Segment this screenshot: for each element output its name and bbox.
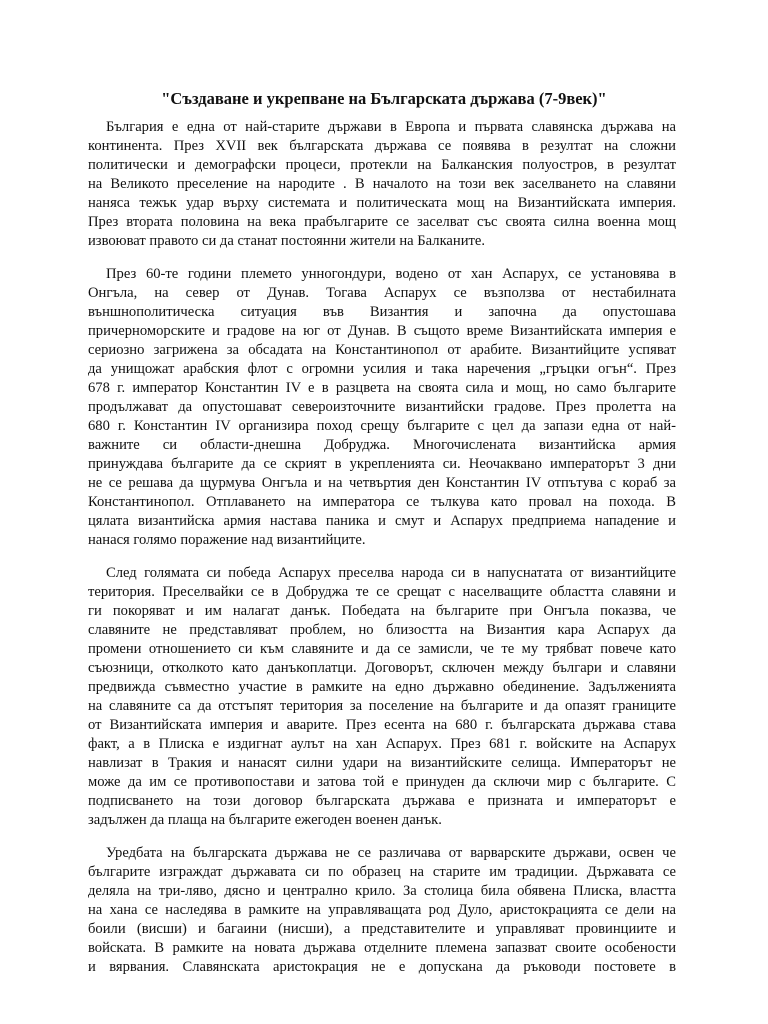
text-line: ги покоряват и им налагат данък. Победата на българите при Онгъла показва, че bbox=[88, 603, 676, 619]
text-line: факт, а в Плиска е издигнат аулът на хан Аспарух. През 681 г. войските на Аспарух bbox=[88, 736, 676, 752]
text-line: извоюват правото си да станат постоянни жители на Балканите. bbox=[88, 233, 486, 249]
paragraph-4 bbox=[88, 844, 676, 977]
paragraph-1 bbox=[88, 118, 676, 251]
text-line: континента. През XVII век българската държава се появява в резултат на сложни bbox=[88, 138, 676, 154]
text-line: България е една от най-старите държави в Европа и първата славянска държава на bbox=[106, 119, 676, 135]
text-line: промени отношението си към славяните и да се замисли, че те му трябват повече като bbox=[88, 641, 676, 657]
text-line: на хана се наследява в рамките на управляващата род Дуло, аристокрацията се дели на bbox=[88, 902, 676, 918]
text-line: на славяните са да отстъпят територия за поселение на българите и да опазят границите bbox=[88, 698, 676, 714]
text-line: цялата византийска армия настава паника и смут и Аспарух предприема нападение и bbox=[88, 513, 676, 529]
text-line: да унищожат арабския флот с огромни усилия и така наречения „гръцки огън“. През bbox=[88, 361, 676, 377]
text-line: сериозно загрижена за обсадата на Константинопол от арабите. Византийците успяват bbox=[88, 342, 676, 358]
text-line: След голямата си победа Аспарух преселва народа си в напуснатата от византийците bbox=[106, 565, 676, 581]
text-line: от Византийската империя и аварите. През есента на 680 г. българската държава става bbox=[88, 717, 676, 733]
paragraph-2 bbox=[88, 265, 676, 550]
text-line: важните си области-днешна Добруджа. Многочислената византийска армия bbox=[88, 437, 676, 453]
text-line: причерноморските и градове на юг от Дунав. В същото време Византийската империя е bbox=[88, 323, 676, 339]
text-line: войската. В рамките на новата държава отделните племена запазват своите особености bbox=[88, 940, 676, 956]
text-line: 678 г. император Константин IV е в разцвета на своята сила и мощ, но само българите bbox=[88, 380, 676, 396]
text-line: на Великото преселение на народите . В началото на този век заселването на славяни bbox=[88, 176, 676, 192]
text-line: Онгъла, на север от Дунав. Тогава Аспарух се възползва от нестабилната bbox=[88, 285, 676, 301]
text-line: задължен да плаща на българите ежегоден военен данък. bbox=[88, 812, 442, 828]
text-line: територия. Преселвайки се в Добруджа те се срещат с населващите областта славяни и bbox=[88, 584, 676, 600]
text-line: славяните не представляват проблем, но близостта на Византия кара Аспарух да bbox=[88, 622, 676, 638]
text-line: принуждава българите да се скрият в укрепленията си. Неочаквано императорът 3 дни bbox=[88, 456, 676, 472]
text-line: 680 г. Константин IV организира поход срещу българите с цел да запази една от най- bbox=[88, 418, 676, 434]
text-line: и вярвания. Славянската аристокрация не е допускана да ръководи постовете в bbox=[88, 959, 676, 975]
text-line: Уредбата на българската държава не се различава от варварските държави, освен че bbox=[106, 845, 676, 861]
paragraph-3 bbox=[88, 564, 676, 830]
text-line: нанася голямо поражение над византийците. bbox=[88, 532, 366, 548]
text-line: Константинопол. Отплаването на императора се тълкува като провал на похода. В bbox=[88, 494, 676, 510]
text-line: навлизат в Тракия и нанасят силни удари на византийските селища. Императорът не bbox=[88, 755, 676, 771]
text-line: През 60-те години племето унногондури, водено от хан Аспарух, се установява в bbox=[106, 266, 676, 282]
text-line: българите изграждат държавата си по образец на старите им традиции. Държавата се bbox=[88, 864, 676, 880]
document-body bbox=[88, 118, 676, 991]
text-line: съюзници, отколкото като данъкоплатци. Договорът, сключен между българи и славяни bbox=[88, 660, 676, 676]
text-line: може да им се противопостави и затова той е принуден да сключи мир с българите. С bbox=[88, 774, 676, 790]
text-line: продължават да опустошават североизточните византийски градове. През пролетта на bbox=[88, 399, 676, 415]
text-line: деляла на три-ляво, дясно и централно крило. За столица била обявена Плиска, властта bbox=[88, 883, 676, 899]
text-line: боили (висши) и багаини (нисши), а представителите и управляват провинциите и bbox=[88, 921, 676, 937]
text-line: подписването на този договор българската държава е призната и императорът е bbox=[88, 793, 676, 809]
text-line: През втората половина на века прабългарите се заселват със своята силна военна мощ bbox=[88, 214, 676, 230]
text-line: външнополитическа ситуация във Византия и започна да опустошава bbox=[88, 304, 676, 320]
text-line: политически и демографски процеси, протекли на Балканския полуостров, в резултат bbox=[88, 157, 676, 173]
document-title: "Създаване и укрепване на Българската държава (7-9век)" bbox=[161, 89, 607, 108]
text-line: наняса тежък удар върху системата и политическата мощ на Византийската империя. bbox=[88, 195, 676, 211]
text-line: предвижда съвместно участие в рамките на едно държавно обединение. Задълженията bbox=[88, 679, 676, 695]
text-line: не се решава да щурмува Онгъла и на четвъртия ден Константин IV отпътува с кораб за bbox=[88, 475, 676, 491]
